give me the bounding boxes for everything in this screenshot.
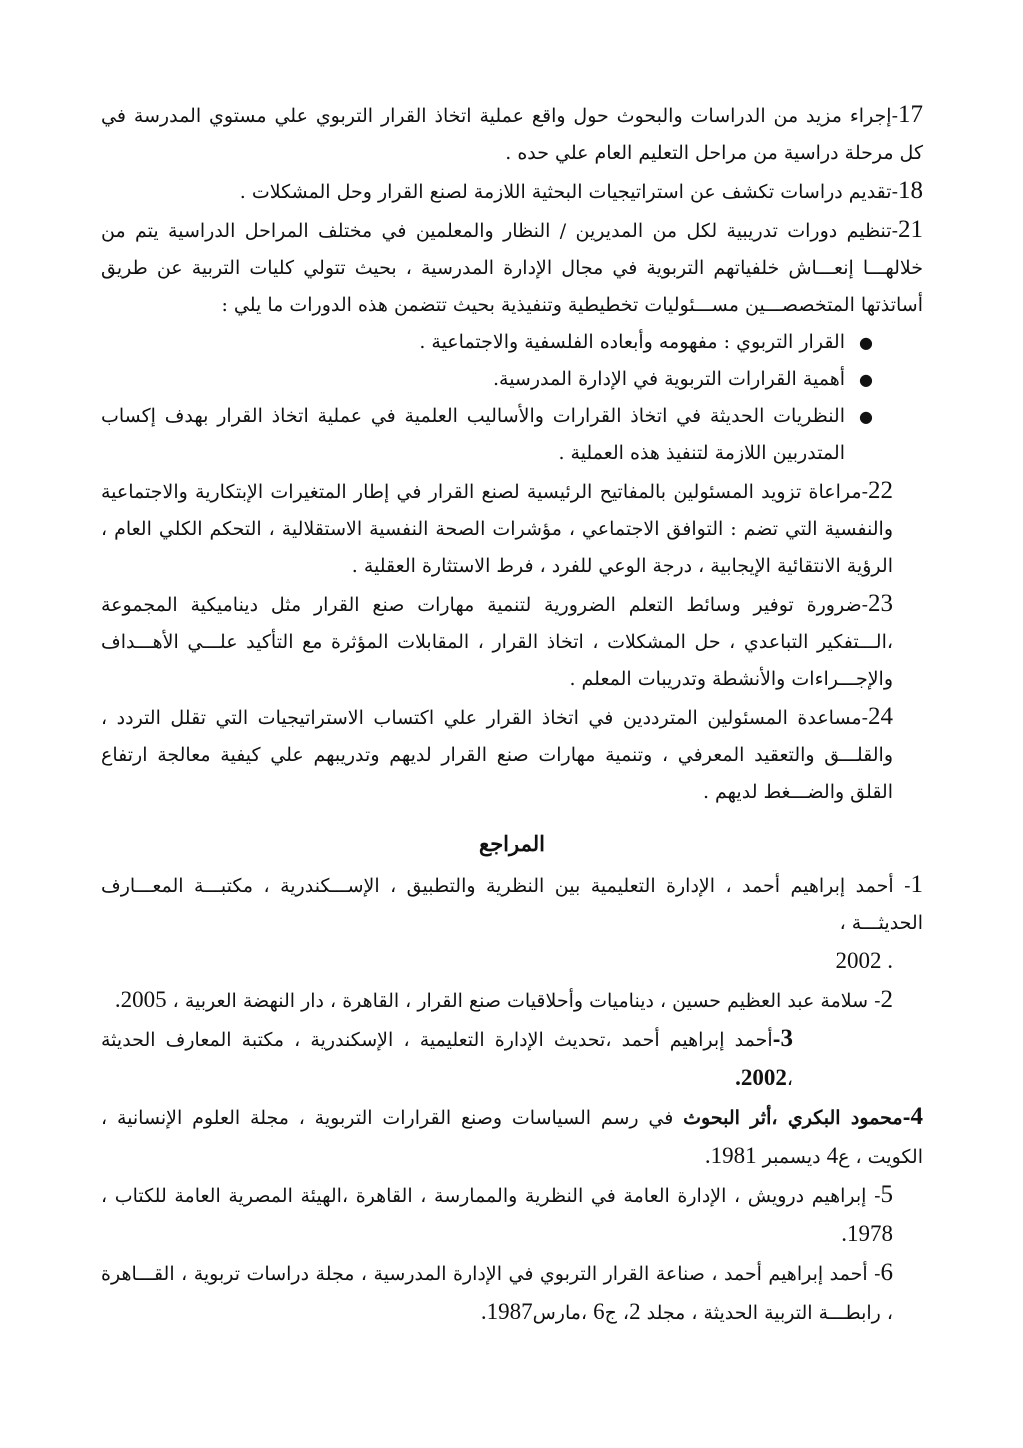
paragraph-text: -مراعاة تزويد المسئولين بالمفاتيح الرئيسية لصنع القرار في إطار المتغيرات الإبتكارية والاجتماعية والنفسية التي تضم : التوافق الاجتماعي ، مؤشرات الصحة النفسية الاستقلالية ، التحكم الكلي العام ، الرؤية الانتقائية الإيجابية ، درجة الوعي للفرد ، فرط الاستثارة العقلية . [101,481,893,577]
paragraph-number: 24 [868,703,893,730]
reference-number: 1 [910,871,924,898]
reference-year: 1987. [480,1299,533,1324]
reference-text: - سلامة عبد العظيم حسين ، ديناميات وأحلاقيات صنع القرار ، القاهرة ، دار النهضة العربية ، [166,990,881,1012]
paragraph-number: 22 [868,477,893,504]
paragraph-text: -تنظيم دورات تدريبية لكل من المديرين / النظار والمعلمين في مختلف المراحل الدراسية يتم من خلالهـــا إنعـــاش خلفياتهم التربوية في مجال الإدارة المدرسية ، بحيث تتولي كليات التربية عن طريق أساتذتها المتخصصـــين مســـئوليات تخطيطية وتنفيذية بحيث تتضمن هذه الدورات ما يلي : [101,220,923,316]
list-item-text: أهمية القرارات التربوية في الإدارة المدرسية. [492,368,845,390]
paragraph-24 [101,698,923,811]
paragraph-number: 21 [898,216,923,243]
reference-3 [101,1020,923,1098]
paragraph-number: 18 [898,177,923,204]
reference-2 [101,981,923,1020]
reference-author-title: -محمود البكري ،أثر البحوث [683,1107,911,1129]
reference-volume: 2 [629,1299,641,1324]
reference-month: ديسمبر [756,1146,827,1168]
list-item-text: النظريات الحديثة في اتخاذ القرارات والأساليب العلمية في عملية اتخاذ القرار بهدف إكساب المتدربين اللازمة لتنفيذ هذه العملية . [101,405,845,464]
paragraph-23 [101,585,923,698]
list-item-text: القرار التربوي : مفهومه وأبعاده الفلسفية والاجتماعية . [419,331,845,353]
reference-number: 3 [780,1025,793,1052]
reference-4 [101,1098,923,1176]
reference-part: 6 [593,1299,605,1324]
reference-year: 1978. [841,1221,893,1246]
reference-dash: - [772,1029,781,1051]
reference-year: 2002. [735,1065,787,1090]
reference-year: 2005. [114,987,167,1012]
reference-issue: 4 [826,1143,839,1168]
paragraph-text: -ضرورة توفير وسائط التعلم الضرورية لتنمية مهارات صنع القرار مثل ديناميكية المجموعة ،الـــتفكير التباعدي ، حل المشكلات ، اتخاذ القرار ، المقابلات المؤثرة مع التأكيد علـــي الأهـــداف والإجـــراءات والأنشطة وتدريبات المعلم . [101,594,893,690]
reference-5 [101,1176,923,1254]
references-heading: المراجع [479,831,545,856]
bullet-icon: ● [859,333,873,352]
list-item [101,324,873,361]
paragraph-22 [101,472,923,585]
reference-year: 1981. [704,1143,757,1168]
reference-part-prefix: ، ج [604,1302,630,1324]
reference-number: 6 [880,1259,893,1286]
paragraph-number: 17 [898,101,923,128]
reference-text: - أحمد إبراهيم أحمد ، صناعة القرار التربوي في الإدارة المدرسية ، مجلة دراسات تربوية ، القـــاهرة ، رابطـــة التربية الحديثة ، مجلد [101,1263,893,1324]
reference-year: . 2002 [835,948,893,973]
list-item [101,361,873,398]
paragraph-18 [101,172,923,211]
bullet-list [101,324,923,472]
bullet-icon: ● [859,407,873,426]
reference-number: 5 [880,1181,893,1208]
list-item [101,398,873,472]
reference-date-prefix: ،مارس [532,1302,594,1324]
document-page [101,96,923,1332]
reference-6 [101,1254,923,1332]
paragraph-text: -إجراء مزيد من الدراسات والبحوث حول واقع عملية اتخاذ القرار التربوي علي مستوي المدرسة في كل مرحلة دراسية من مراحل التعليم العام علي حده . [101,105,923,164]
paragraph-17 [101,96,923,172]
reference-number: 2 [880,986,893,1013]
paragraph-text: -مساعدة المسئولين المترددين في اتخاذ القرار علي اكتساب الاستراتيجيات التي تقلل التردد ، والقلـــق والتعقيد المعرفي ، وتنمية مهارات صنع القرار لديهم وتدريبهم علي كيفية معالجة ارتفاع القلق والضـــغط لديهم . [101,707,893,803]
bullet-icon: ● [859,370,873,389]
reference-1 [101,866,923,981]
reference-text: - أحمد إبراهيم أحمد ، الإدارة التعليمية بين النظرية والتطبيق ، الإســـكندرية ، مكتبـــة المعـــارف الحديثـــة ، [101,875,923,934]
reference-text: في رسم السياسات وصنع القرارات التربوية ، مجلة العلوم الإنسانية ، الكويت ، ع [101,1107,923,1168]
paragraph-number: 23 [868,590,893,617]
reference-text: - إبراهيم درويش ، الإدارة العامة في النظرية والممارسة ، القاهرة ،الهيئة المصرية العامة للكتاب ، [101,1185,881,1207]
reference-number: 4 [910,1103,923,1130]
reference-text: أحمد إبراهيم أحمد ،تحديث الإدارة التعليمية ، الإسكندرية ، مكتبة المعارف الحديثة ، [101,1029,793,1090]
paragraph-text: -تقديم دراسات تكشف عن استراتيجيات البحثية اللازمة لصنع القرار وحل المشكلات . [239,181,898,203]
paragraph-21 [101,211,923,324]
